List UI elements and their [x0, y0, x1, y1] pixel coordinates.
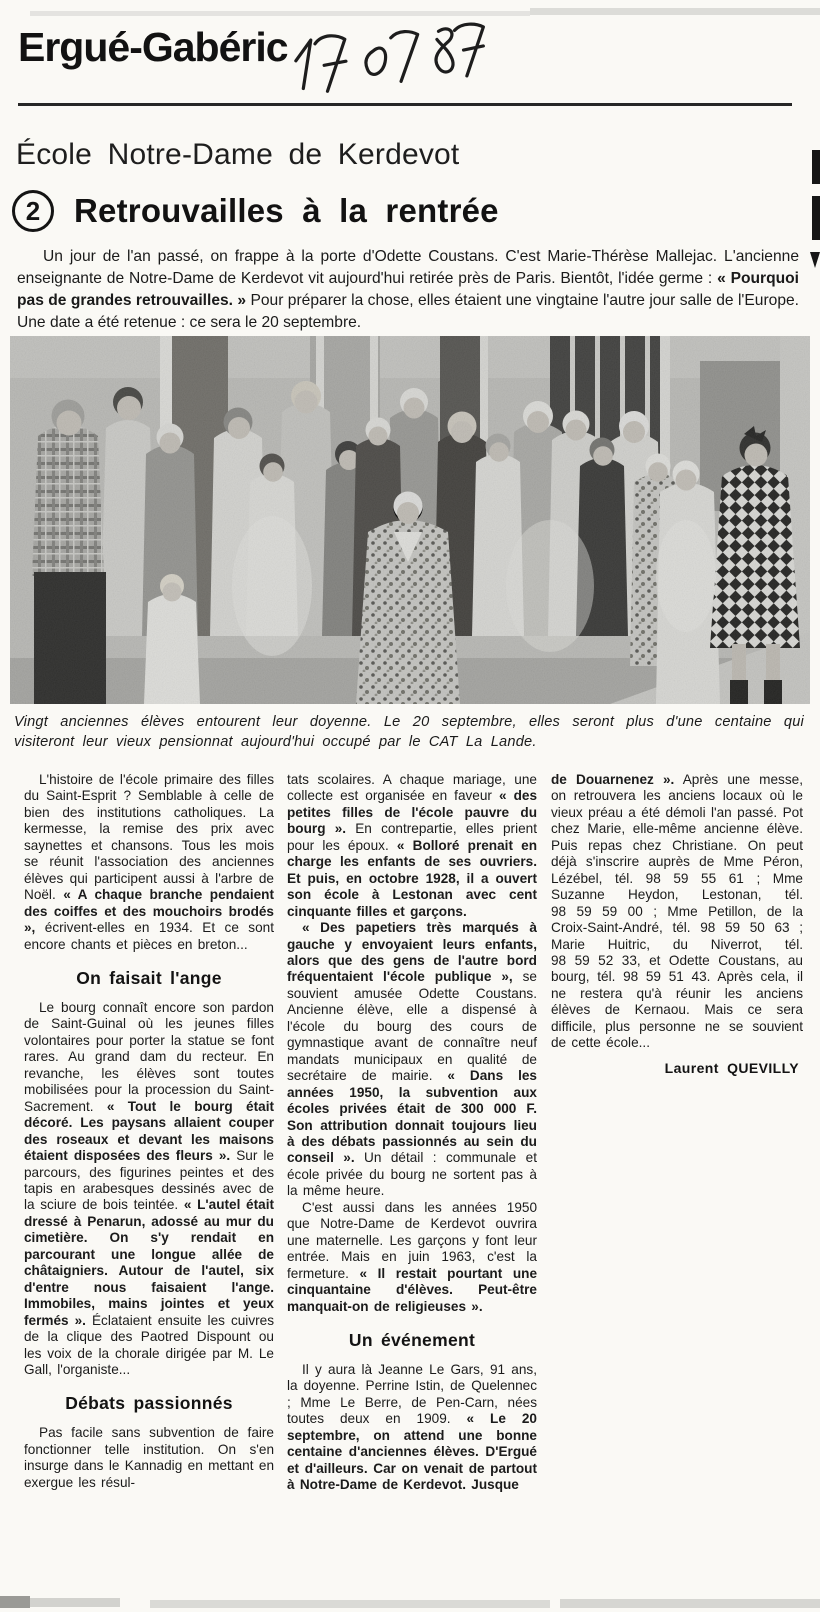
article-number-badge: 2 — [12, 190, 54, 232]
bold-quote-text: « Dans les années 1950, la subvention aux écoles privées était de 300 000 F. Son attribution donnait toujours lieu à des débats passionnés au sein du conseil ». — [287, 1068, 537, 1166]
handwritten-date — [286, 17, 490, 105]
article-headline: Retrouvailles à la rentrée — [74, 192, 499, 229]
bottom-scan-mark — [0, 1596, 30, 1608]
article-paragraph — [24, 772, 274, 953]
article-lede — [17, 246, 799, 334]
bottom-scan-band — [150, 1600, 550, 1608]
article-column-1 — [24, 772, 274, 1491]
bottom-scan-band — [560, 1599, 820, 1608]
right-edge-print-fragment — [812, 196, 820, 240]
body-text: tats scolaires. A chaque mariage, une collecte est organisée en faveur — [287, 772, 537, 804]
bold-quote-text: « Bolloré prenait en charge les enfants de ses ouvriers. Et puis, en octobre 1928, il a ouvert son école à Lestonan avec cent cinquante filles et garçons. — [287, 837, 538, 919]
bold-quote-text: « Des papetiers très marqués à gauche y envoyaient leurs enfants, alors que des gens de l'autre bord fréquentaient l'école publique », — [287, 920, 537, 985]
top-scan-band — [30, 11, 530, 16]
right-edge-print-fragment — [812, 150, 820, 184]
group-photo-illustration — [10, 336, 810, 704]
body-text: Pas facile sans subvention de faire fonctionner telle institution. On s'en insurge dans le Kannadig en mettant en exergue les résul- — [24, 1425, 274, 1490]
body-text: Pour préparer la chose, elles étaient une vingtaine l'autre jour salle de l'Europe. Une date a été retenue : ce sera le 20 septembre. — [17, 292, 799, 331]
body-text: C'est aussi dans les années 1950 que Notre-Dame de Kerdevot ouvrira une maternelle. Les garçons y font leur entrée. Mais en juin 1963, c'est la fermeture. — [287, 1199, 537, 1281]
body-text: Après une messe, on retrouvera les anciens locaux où le vieux préau a été démoli l'an passé. Pot chez Marie, elle-même ancienne élève. Puis repas chez Christiane. On peut déjà s'inscrire auprès de Mme Péron, Lézébel, tél. 98 59 55 61 ; Mme Suzanne Heydon, Lestonan, tél. 98 59 59 00 ; Mme Petillon, de la Croix-Saint-André, tél. 98 59 50 63 ; Marie Huitric, du Niverrot, tél. 98 59 52 33, et Odette Coustans, au bourg, tél. 98 59 51 43. Après cela, il ne restera qu'à réunir les anciens élèves de Kernaou. Mais ce sera difficile, plus personne ne se souvient de cette école... — [551, 772, 803, 1051]
body-text: Sur le parcours, des figurines peintes et des tapis en arabesques dessinés avec de la sciure de bois teintée. — [24, 1148, 274, 1213]
masthead-rule — [18, 103, 792, 106]
body-text: Éclataient ensuite les cuivres de la clique des Paotred Dispount ou les voix de la chorale dirigée par M. Le Gall, l'organiste... — [24, 1312, 275, 1377]
bold-quote-text: « des petites filles de l'école pauvre du bourg ». — [287, 788, 537, 837]
body-text: Le bourg connaît encore son pardon de Saint-Guinal où les jeunes filles volontaires pour porter la statue se font rares. Au grand dam du recteur. En revanche, les élèves sont toutes mobilisées pour la procession du Saint-Sacrement. — [24, 999, 274, 1114]
article-column-2 — [287, 772, 537, 1494]
body-text: Un jour de l'an passé, on frappe à la porte d'Odette Coustans. C'est Marie-Thérèse Mallejac. L'ancienne enseignante de Notre-Dame de Kerdevot vit aujourd'hui retirée près de Paris. Bientôt, l'idée germe : — [17, 248, 799, 287]
body-text: L'histoire de l'école primaire des filles du Saint-Esprit ? Semblable à celle de bien des institutions catholiques. La kermesse, la remise des prix avec saynettes et chansons. Tous les mois se réunit l'association des anciennes élèves qui participent aussi à l'arbre de Noël. — [24, 772, 274, 903]
byline: Laurent QUEVILLY — [664, 1059, 799, 1076]
article-paragraph — [287, 1200, 537, 1315]
article-kicker: École Notre-Dame de Kerdevot — [16, 138, 460, 171]
body-text: se souvient amusée Odette Coustans. Ancienne élève, elle a dispensé à l'école du bourg des cours de gymnastique avant de connaître neuf mandats municipaux en qualité de secrétaire de mairie. — [287, 969, 537, 1084]
photo-caption: Vingt anciennes élèves entourent leur doyenne. Le 20 septembre, elles seront plus d'une centaine qui visiteront leur vieux pensionnat aujourd'hui occupé par le CAT La Lande. — [14, 714, 804, 750]
subheading: Un événement — [348, 1329, 476, 1350]
bold-quote-text: « Pourquoi pas de grandes retrouvailles. » — [17, 270, 800, 309]
body-text: Un détail : communale et école privée du bourg ne sortent pas à la même heure. — [287, 1150, 537, 1199]
headline-row — [12, 190, 499, 232]
section-title: Ergué-Gabéric — [18, 24, 288, 70]
body-text: écrivent-elles en 1934. Et ce sont encore chants et pièces en breton... — [24, 920, 274, 952]
bold-quote-text: « A chaque branche pendaient des coiffes et des mouchoirs brodés », — [24, 887, 274, 936]
article-paragraph — [24, 1000, 274, 1378]
article-column-3 — [551, 772, 803, 1076]
body-text: Il y aura là Jeanne Le Gars, 91 ans, la doyenne. Perrine Istin, de Quelennec ; Mme Le Berre, de Pen-Carn, nées toutes deux en 1909. — [287, 1361, 537, 1427]
group-photo — [10, 336, 810, 704]
right-edge-print-fragment — [810, 252, 820, 268]
top-scan-band-right — [530, 8, 820, 15]
subheading: Débats passionnés — [65, 1393, 233, 1414]
article-paragraph — [551, 772, 803, 1052]
body-text: En contrepartie, elles prient pour les époux. — [287, 821, 537, 853]
bold-quote-text: « Le 20 septembre, on attend une bonne centaine d'anciennes élèves. D'Ergué et d'ailleurs. Car on venait de partout à Notre-Dame de Kerdevot. Jusque — [287, 1411, 537, 1493]
bold-quote-text: « L'autel était dressé à Penarun, adossé au mur du cimetière. On s'y rendait en parcourant une longue allée de châtaigniers. Autour de l'autel, six d'entre nous faisaient l'ange. Immobiles, mains jointes et yeux fermés ». — [24, 1197, 274, 1328]
bold-quote-text: « Tout le bourg était décoré. Les paysans allaient couper des roseaux et devant les maisons étaient disposées des fleurs ». — [24, 1098, 274, 1164]
bold-quote-text: « Il restait pourtant une cinquantaine d'élèves. Peut-être manquait-on de religieuses ». — [287, 1265, 538, 1314]
article-paragraph — [287, 920, 537, 1200]
bold-quote-text: de Douarnenez ». — [551, 772, 675, 787]
article-paragraph — [287, 772, 537, 920]
article-paragraph — [287, 1362, 537, 1494]
subheading: On faisait l'ange — [76, 967, 222, 988]
article-paragraph — [24, 1425, 274, 1491]
